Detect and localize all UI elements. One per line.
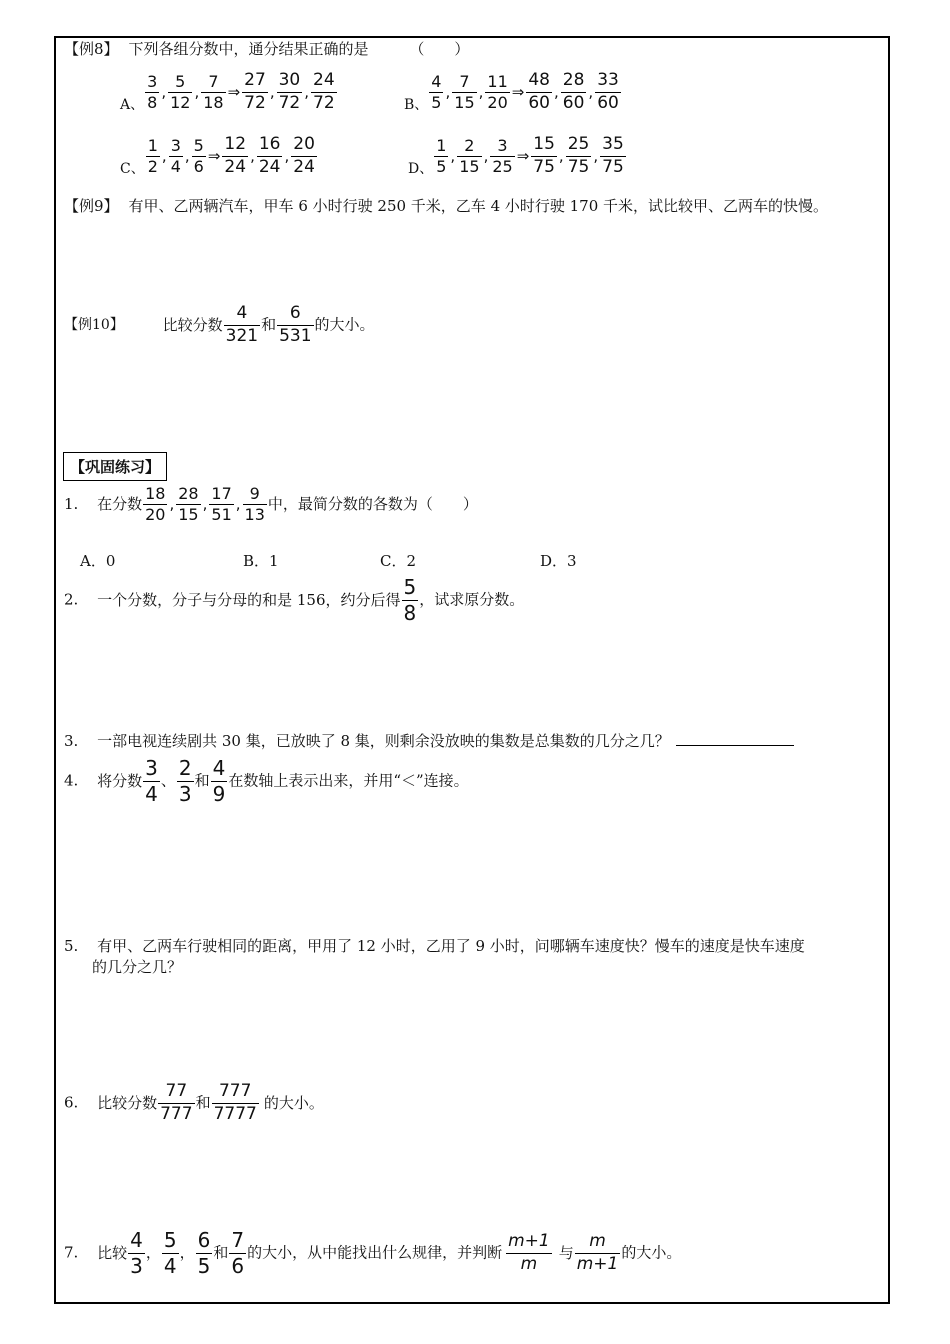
fraction: $\frac{4}{9}$	[212, 756, 226, 806]
question-text: 有甲、乙两辆汽车，甲车 6 小时行驶 250 千米，乙车 4 小时行驶 170 千米，试比较甲、乙两车的快慢。	[128, 197, 829, 215]
question-number: 3.	[64, 732, 79, 750]
separator: ，	[179, 1243, 195, 1262]
fraction: $\frac{7}{15}$	[454, 71, 475, 112]
implies-arrow: ⇒	[511, 82, 525, 101]
option-label: D、	[408, 161, 434, 177]
option-c	[120, 136, 318, 176]
conjunction: 与	[558, 1243, 574, 1262]
fraction: $\frac{6}{531}$	[279, 303, 312, 346]
fraction: $\frac{77}{777}$	[160, 1081, 193, 1124]
question-text: 有甲、乙两车行驶相同的距离，甲用了 12 小时，乙用了 9 小时，问哪辆车速度快？慢车的速度是快车速度	[97, 937, 805, 955]
question-number: 1.	[64, 495, 79, 513]
fraction: $\frac{24}{72}$	[313, 70, 335, 113]
comma-separator: ,	[169, 495, 175, 513]
fraction: $\frac{7}{18}$	[203, 71, 224, 112]
option-d	[408, 136, 627, 176]
comma-separator: ,	[450, 146, 456, 165]
fraction: $\frac{35}{75}$	[602, 134, 624, 177]
question-number: 4.	[64, 771, 79, 790]
question-text-end: 在数轴上表示出来，并用“＜”连接。	[228, 771, 469, 790]
question-text: 一个分数，分子与分母的和是 156，约分后得	[97, 590, 401, 609]
fraction: $\frac{17}{51}$	[211, 484, 232, 524]
separator: 、	[160, 771, 176, 790]
comma-separator: ,	[588, 82, 594, 101]
fraction: $\frac{9}{13}$	[244, 484, 265, 524]
question-4	[64, 758, 469, 804]
fraction: $\frac{5}{4}$	[163, 1228, 177, 1278]
fraction: $\frac{48}{60}$	[528, 70, 550, 113]
option-b	[404, 72, 622, 112]
choice-a[interactable]: A．0	[80, 552, 116, 570]
question-number: 5.	[64, 937, 79, 955]
comma-separator: ,	[250, 146, 255, 165]
question-number: 2.	[64, 590, 79, 609]
fraction: $\frac{2}{15}$	[459, 135, 480, 176]
example-label: 【例10】	[64, 317, 124, 333]
choice-d[interactable]: D．3	[540, 552, 577, 570]
question-text-end: 的大小。	[263, 1093, 324, 1112]
answer-blank[interactable]	[676, 731, 794, 746]
comma-separator: ,	[478, 82, 484, 101]
question-text: 比较分数	[97, 1093, 158, 1112]
fraction: $\frac{1}{2}$	[147, 135, 158, 176]
question-text-end: 的大小。	[314, 315, 375, 334]
example-9	[64, 199, 828, 214]
fraction: $\frac{25}{75}$	[567, 134, 590, 177]
fraction: $\frac{3}{4}$	[145, 756, 158, 806]
question-3	[64, 731, 794, 749]
conjunction: 和	[213, 1243, 229, 1262]
fraction: $\frac{5}{12}$	[170, 71, 191, 112]
fraction: $\frac{30}{72}$	[278, 70, 301, 113]
comma-separator: ,	[553, 82, 559, 101]
question-text: 比较分数	[162, 315, 223, 334]
question-2	[64, 577, 524, 623]
section-title: 【巩固练习】	[63, 452, 167, 481]
comma-separator: ,	[161, 82, 167, 101]
comma-separator: ,	[445, 82, 451, 101]
question-text-end: 的大小。	[621, 1243, 682, 1262]
comma-separator: ,	[184, 146, 190, 165]
question-text: 一部电视连续剧共 30 集，已放映了 8 集，则剩余没放映的集数是总集数的几分之几？	[97, 732, 670, 750]
fraction: $\frac{28}{15}$	[178, 484, 199, 524]
comma-separator: ,	[483, 146, 489, 165]
separator: ，	[145, 1243, 161, 1262]
question-5	[64, 939, 805, 954]
fraction: $\frac{1}{5}$	[436, 135, 447, 176]
fraction: $\frac{7}{6}$	[231, 1228, 245, 1278]
fraction: $\frac{3}{4}$	[170, 135, 181, 176]
fraction: $\frac{18}{20}$	[145, 484, 166, 524]
implies-arrow: ⇒	[227, 82, 241, 101]
fraction: $\frac{4}{321}$	[225, 303, 259, 346]
question-text: 比较	[97, 1243, 128, 1262]
question-text-end: 中，最简分数的各数为（ ）	[267, 495, 478, 513]
variable-fraction: $\frac{m+1}{m}$	[508, 1231, 550, 1274]
question-7	[64, 1230, 681, 1276]
fraction: $\frac{12}{24}$	[224, 134, 247, 177]
question-text-mid: 的大小，从中能找出什么规律，并判断	[247, 1243, 503, 1262]
fraction: $\frac{5}{8}$	[403, 575, 417, 625]
question-text: 下列各组分数中，通分结果正确的是	[128, 40, 369, 58]
fraction: $\frac{3}{8}$	[147, 71, 158, 112]
fraction: $\frac{777}{7777}$	[213, 1081, 257, 1124]
comma-separator: ,	[304, 82, 310, 101]
question-number: 7.	[64, 1243, 79, 1262]
option-label: B、	[404, 97, 429, 113]
fraction: $\frac{4}{3}$	[130, 1228, 143, 1278]
fraction: $\frac{3}{25}$	[492, 135, 513, 176]
question-1	[64, 486, 478, 523]
fraction: $\frac{16}{24}$	[258, 134, 281, 177]
question-text: 在分数	[97, 495, 143, 513]
example-label: 【例8】	[64, 40, 119, 58]
conjunction: 和	[261, 315, 277, 334]
question-number: 6.	[64, 1093, 79, 1112]
example-10	[64, 305, 375, 345]
comma-separator: ,	[558, 146, 564, 165]
option-label: C、	[120, 161, 145, 177]
comma-separator: ,	[194, 82, 200, 101]
answer-paren: （ ）	[409, 40, 470, 58]
comma-separator: ,	[235, 495, 241, 513]
example-8-question	[64, 42, 469, 57]
fraction: $\frac{5}{6}$	[193, 135, 204, 176]
fraction: $\frac{27}{72}$	[244, 70, 266, 113]
option-a	[120, 72, 338, 112]
fraction-list	[142, 484, 268, 524]
fraction: $\frac{2}{3}$	[178, 756, 192, 806]
question-6	[64, 1083, 324, 1123]
fraction: $\frac{33}{60}$	[597, 70, 619, 113]
fraction: $\frac{28}{60}$	[562, 70, 585, 113]
comma-separator: ,	[269, 82, 275, 101]
fraction: $\frac{20}{24}$	[293, 134, 315, 177]
implies-arrow: ⇒	[516, 146, 530, 165]
comma-separator: ,	[161, 146, 167, 165]
conjunction: 和	[194, 771, 210, 790]
choice-c[interactable]: C．2	[380, 552, 417, 570]
conjunction: 和	[195, 1093, 211, 1112]
question-text: 将分数	[97, 771, 143, 790]
question-text-end: ，试求原分数。	[419, 590, 525, 609]
fraction: $\frac{6}{5}$	[197, 1228, 211, 1278]
fraction: $\frac{4}{5}$	[431, 71, 442, 112]
option-label: A、	[120, 97, 145, 113]
example-label: 【例9】	[64, 197, 119, 215]
comma-separator: ,	[593, 146, 599, 165]
implies-arrow: ⇒	[207, 146, 221, 165]
comma-separator: ,	[202, 495, 208, 513]
question-text-continued: 的几分之几？	[92, 958, 183, 976]
choice-b[interactable]: B．1	[243, 552, 279, 570]
fraction: $\frac{11}{20}$	[487, 71, 508, 112]
fraction: $\frac{15}{75}$	[533, 134, 555, 177]
variable-fraction: $\frac{m}{m+1}$	[576, 1231, 619, 1274]
comma-separator: ,	[284, 146, 290, 165]
